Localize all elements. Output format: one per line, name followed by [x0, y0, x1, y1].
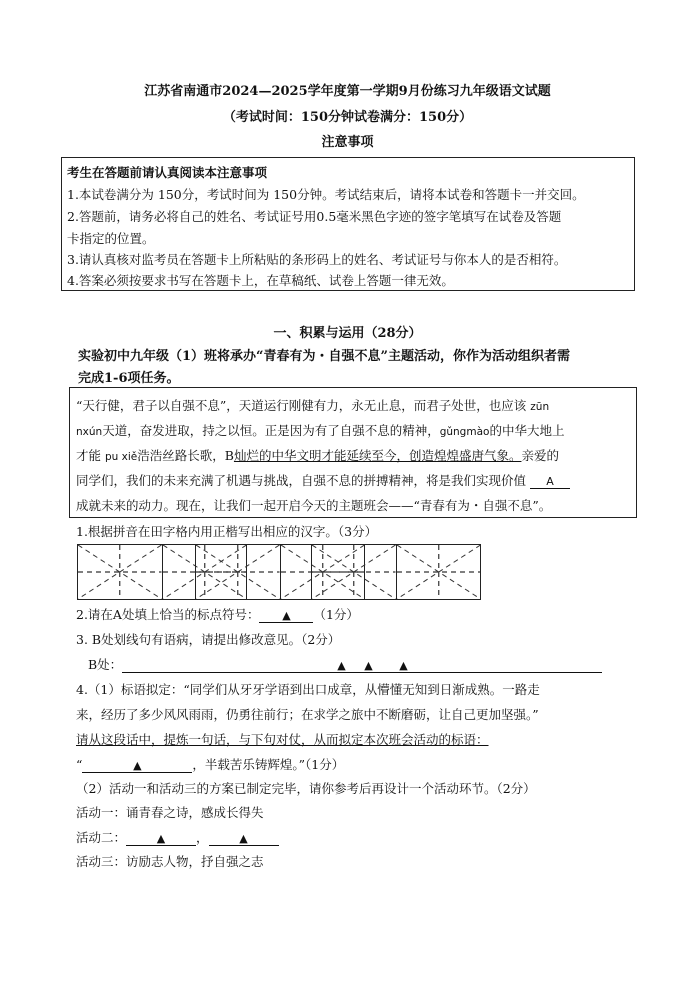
tianzige-guides — [312, 545, 396, 599]
answer-blank[interactable]: ▲ — [259, 609, 313, 623]
tianzige-cell[interactable] — [397, 545, 481, 599]
passage-line-3: 才能 pu xiě浩浩丝路长歌，B灿烂的中华文明才能延续至今，创造煌煌盛唐气象。亲爱的 — [76, 448, 559, 463]
question-2: 2.请在A处填上恰当的标点符号： ▲ （1分） — [76, 607, 359, 622]
question-4-line: 请从这段话中，提炼一句话，与下句对仗，从而拟定本次班会活动的标语： — [76, 732, 489, 747]
tianzige-guides — [397, 545, 481, 599]
pinyin: nxún — [76, 426, 103, 438]
question-3: 3. B处划线句有语病，请提出修改意见。（2分） — [76, 632, 341, 647]
activity-3: 活动三：访励志人物，抒自强之志 — [76, 854, 264, 869]
question-4-slogan: “ ▲ ，半载苦乐铸辉煌。”（1分） — [76, 757, 345, 772]
question-4-2: （2）活动一和活动三的方案已制定完毕，请你参考后再设计一个活动环节。（2分） — [76, 781, 536, 796]
notice-line: 3.请认真核对监考员在答题卡上所粘贴的条形码上的姓名、考试证号与你本人的是否相符。 — [67, 252, 567, 267]
answer-blank[interactable]: ▲ — [209, 832, 279, 846]
question-4-line: 4.（1）标语拟定：“同学们从牙牙学语到出口成章，从懵懂无知到日渐成熟。一路走 — [76, 682, 540, 697]
triangle-mark: ▲ — [399, 659, 408, 672]
pinyin: gǔngmào — [439, 426, 490, 438]
activity-2: 活动二： ▲ ， ▲ — [76, 828, 279, 846]
answer-blank[interactable]: ▲ — [82, 759, 192, 773]
answer-line[interactable] — [122, 659, 602, 673]
passage-line-4: 同学们，我们的未来充满了机遇与挑战，自强不息的拼搏精神，将是我们实现价值 A — [76, 471, 570, 489]
question-4-line: 来，经历了多少风风雨雨，仍勇往前行；在求学之旅中不断磨砺，让自己更加坚强。” — [76, 707, 539, 722]
exam-title: 江苏省南通市2024—2025学年度第一学期9月份练习九年级语文试题 — [144, 84, 551, 99]
tianzige-cell[interactable] — [312, 545, 397, 599]
triangle-mark: ▲ — [337, 659, 346, 672]
triangle-mark: ▲ — [364, 659, 373, 672]
tianzige-guides — [78, 545, 162, 599]
notice-line: 卡指定的位置。 — [67, 231, 155, 246]
notice-line: 4.答案必须按要求书写在答题卡上，在草稿纸、试卷上答题一律无效。 — [67, 273, 454, 288]
notice-heading: 注意事项 — [321, 135, 374, 150]
pinyin: pu xiě — [105, 451, 138, 463]
passage-box — [69, 387, 637, 518]
tianzige-box — [311, 544, 481, 600]
pinyin: zūn — [530, 401, 550, 413]
section-heading: 一、积累与运用（28分） — [273, 326, 422, 341]
a-blank: A — [530, 475, 570, 489]
notice-line: 2.答题前，请务必将自己的姓名、考试证号用0.5毫米黑色字迹的签字笔填写在试卷及答题 — [67, 209, 562, 224]
answer-blank[interactable]: ▲ — [126, 832, 196, 846]
passage-line-2: nxún天道，奋发进取，持之以恒。正是因为有了自强不息的精神，gǔngmào的中华大地上 — [76, 423, 565, 438]
tianzige-guides — [196, 545, 280, 599]
question-3-b: B处： ▲ ▲ ▲ — [88, 655, 602, 673]
notice-box — [61, 157, 635, 291]
notice-line: 考生在答题前请认真阅读本注意事项 — [67, 165, 268, 180]
passage-line-5: 成就未来的动力。现在，让我们一起开启今天的主题班会——“青春有为・自强不息”。 — [76, 498, 552, 513]
b-underlined-sentence: 灿烂的中华文明才能延续至今，创造煌煌盛唐气象。 — [233, 448, 522, 463]
exam-subtitle: （考试时间：150分钟试卷满分：150分） — [222, 110, 473, 125]
task-line: 实验初中九年级（1）班将承办“青春有为・自强不息”主题活动，你作为活动组织者需 — [78, 349, 571, 364]
task-line: 完成1-6项任务。 — [78, 371, 180, 386]
activity-1: 活动一：诵青春之诗，感成长得失 — [76, 805, 264, 820]
tianzige-cell[interactable] — [78, 545, 163, 599]
question-1: 1.根据拼音在田字格内用正楷写出相应的汉字。（3分） — [76, 524, 378, 539]
tianzige-cell[interactable] — [196, 545, 281, 599]
passage-line-1: “天行健，君子以自强不息”，天道运行刚健有力，永无止息，而君子处世，也应该 zūn — [76, 398, 550, 413]
notice-line: 1.本试卷满分为 150分，考试时间为 150分钟。考试结束后，请将本试卷和答题卡一并交回。 — [67, 187, 585, 202]
